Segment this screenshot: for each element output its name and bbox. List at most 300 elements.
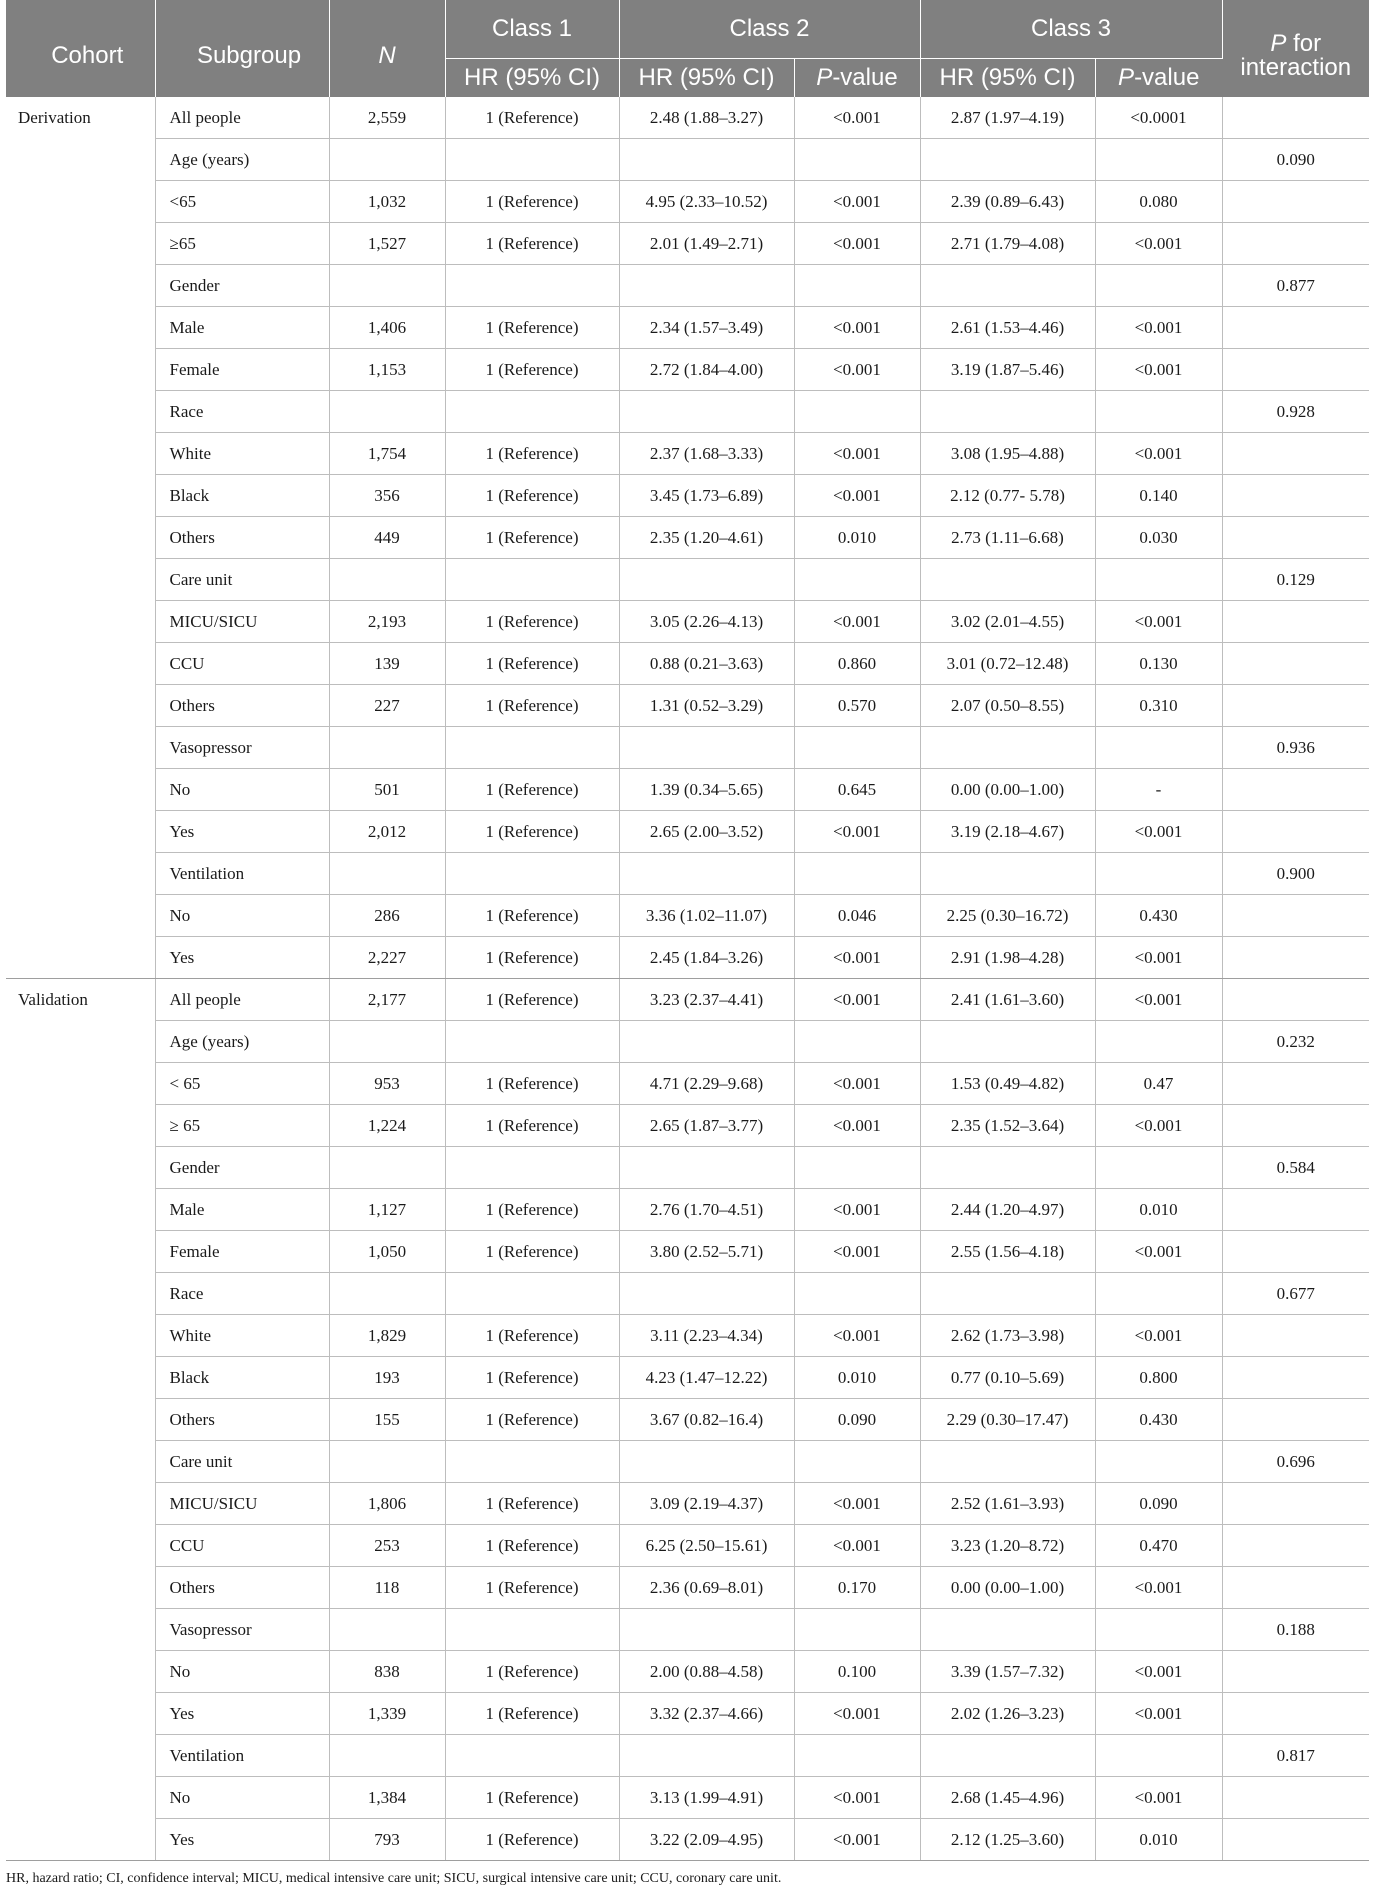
class2-p-cell: <0.001 bbox=[794, 1105, 920, 1147]
class2-p-cell bbox=[794, 1441, 920, 1483]
class3-hr-cell bbox=[920, 1021, 1095, 1063]
class2-p-cell: <0.001 bbox=[794, 181, 920, 223]
subgroup-cell: Care unit bbox=[155, 1441, 329, 1483]
class2-p-cell: <0.001 bbox=[794, 1189, 920, 1231]
class3-p-cell: 0.430 bbox=[1095, 1399, 1222, 1441]
table-row bbox=[6, 1357, 1369, 1399]
class3-p-cell: <0.001 bbox=[1095, 811, 1222, 853]
class2-p-cell bbox=[794, 139, 920, 181]
n-cell: 286 bbox=[329, 895, 445, 937]
p-interaction-cell bbox=[1222, 1651, 1369, 1693]
subgroup-cell: Vasopressor bbox=[155, 727, 329, 769]
p-interaction-cell bbox=[1222, 979, 1369, 1021]
class3-hr-cell bbox=[920, 1609, 1095, 1651]
n-cell: 139 bbox=[329, 643, 445, 685]
p-interaction-cell bbox=[1222, 685, 1369, 727]
class2-hr-cell: 3.45 (1.73–6.89) bbox=[619, 475, 794, 517]
subgroup-cell: CCU bbox=[155, 1525, 329, 1567]
class1-hr-cell bbox=[445, 1147, 619, 1189]
n-cell bbox=[329, 139, 445, 181]
class3-hr-cell: 2.68 (1.45–4.96) bbox=[920, 1777, 1095, 1819]
p-interaction-cell bbox=[1222, 1315, 1369, 1357]
class2-hr-cell: 2.00 (0.88–4.58) bbox=[619, 1651, 794, 1693]
class1-hr-cell: 1 (Reference) bbox=[445, 1063, 619, 1105]
n-cell: 953 bbox=[329, 1063, 445, 1105]
class2-hr-cell: 1.39 (0.34–5.65) bbox=[619, 769, 794, 811]
class1-hr-cell: 1 (Reference) bbox=[445, 433, 619, 475]
class1-hr-cell: 1 (Reference) bbox=[445, 223, 619, 265]
class3-hr-cell bbox=[920, 391, 1095, 433]
p-interaction-cell bbox=[1222, 97, 1369, 139]
class3-p-cell: <0.001 bbox=[1095, 223, 1222, 265]
n-cell bbox=[329, 727, 445, 769]
class2-p-cell: <0.001 bbox=[794, 349, 920, 391]
table-row bbox=[6, 559, 1369, 601]
class2-hr-cell: 2.72 (1.84–4.00) bbox=[619, 349, 794, 391]
table-row bbox=[6, 1147, 1369, 1189]
class2-hr-cell: 2.01 (1.49–2.71) bbox=[619, 223, 794, 265]
class3-p-cell: <0.001 bbox=[1095, 979, 1222, 1021]
class3-p-cell: 0.47 bbox=[1095, 1063, 1222, 1105]
cohort-cell: Validation bbox=[6, 979, 155, 1861]
class3-hr-cell: 2.25 (0.30–16.72) bbox=[920, 895, 1095, 937]
p-interaction-cell bbox=[1222, 1105, 1369, 1147]
class2-p-cell: <0.001 bbox=[794, 307, 920, 349]
class2-hr-cell: 3.32 (2.37–4.66) bbox=[619, 1693, 794, 1735]
class1-hr-cell: 1 (Reference) bbox=[445, 895, 619, 937]
class3-p-cell: 0.140 bbox=[1095, 475, 1222, 517]
class3-p-cell: <0.0001 bbox=[1095, 97, 1222, 139]
class3-p-cell: <0.001 bbox=[1095, 601, 1222, 643]
class3-p-cell bbox=[1095, 391, 1222, 433]
table-body bbox=[6, 97, 1369, 1861]
class2-hr-cell bbox=[619, 1021, 794, 1063]
p-interaction-cell bbox=[1222, 601, 1369, 643]
class3-p-cell: <0.001 bbox=[1095, 307, 1222, 349]
n-cell: 2,177 bbox=[329, 979, 445, 1021]
class2-p-cell: 0.090 bbox=[794, 1399, 920, 1441]
class3-p-cell: <0.001 bbox=[1095, 937, 1222, 979]
class2-p-cell bbox=[794, 1609, 920, 1651]
n-cell: 2,559 bbox=[329, 97, 445, 139]
subgroup-cell: Vasopressor bbox=[155, 1609, 329, 1651]
table-row bbox=[6, 643, 1369, 685]
class3-p-cell bbox=[1095, 559, 1222, 601]
class2-hr-cell bbox=[619, 1273, 794, 1315]
p-interaction-cell bbox=[1222, 895, 1369, 937]
class2-hr-cell: 2.65 (2.00–3.52) bbox=[619, 811, 794, 853]
p-interaction-cell: 0.188 bbox=[1222, 1609, 1369, 1651]
subgroup-cell: Yes bbox=[155, 811, 329, 853]
class3-p-cell: 0.800 bbox=[1095, 1357, 1222, 1399]
subgroup-cell: Black bbox=[155, 475, 329, 517]
subgroup-cell: Age (years) bbox=[155, 1021, 329, 1063]
header-class2: Class 2 bbox=[619, 0, 920, 59]
p-interaction-cell: 0.232 bbox=[1222, 1021, 1369, 1063]
class3-hr-cell: 2.73 (1.11–6.68) bbox=[920, 517, 1095, 559]
p-interaction-cell bbox=[1222, 1357, 1369, 1399]
n-cell: 2,193 bbox=[329, 601, 445, 643]
class3-p-cell bbox=[1095, 1273, 1222, 1315]
class2-hr-cell: 2.76 (1.70–4.51) bbox=[619, 1189, 794, 1231]
n-cell: 2,227 bbox=[329, 937, 445, 979]
n-cell: 449 bbox=[329, 517, 445, 559]
class2-hr-cell bbox=[619, 1441, 794, 1483]
class2-p-cell: 0.645 bbox=[794, 769, 920, 811]
table-row bbox=[6, 727, 1369, 769]
class3-hr-cell: 2.71 (1.79–4.08) bbox=[920, 223, 1095, 265]
class2-p-cell: <0.001 bbox=[794, 1693, 920, 1735]
class3-hr-cell: 2.12 (1.25–3.60) bbox=[920, 1819, 1095, 1861]
class2-hr-cell bbox=[619, 559, 794, 601]
class2-p-cell: 0.010 bbox=[794, 517, 920, 559]
class3-p-cell bbox=[1095, 265, 1222, 307]
class3-p-cell: <0.001 bbox=[1095, 349, 1222, 391]
subgroup-cell: ≥ 65 bbox=[155, 1105, 329, 1147]
class2-hr-cell: 2.48 (1.88–3.27) bbox=[619, 97, 794, 139]
class3-p-cell bbox=[1095, 1441, 1222, 1483]
table-row bbox=[6, 685, 1369, 727]
class1-hr-cell: 1 (Reference) bbox=[445, 181, 619, 223]
subgroup-cell: Gender bbox=[155, 1147, 329, 1189]
p-interaction-cell bbox=[1222, 643, 1369, 685]
class1-hr-cell: 1 (Reference) bbox=[445, 307, 619, 349]
class3-hr-cell: 2.52 (1.61–3.93) bbox=[920, 1483, 1095, 1525]
table-row bbox=[6, 181, 1369, 223]
class3-p-cell: 0.310 bbox=[1095, 685, 1222, 727]
class3-hr-cell: 2.39 (0.89–6.43) bbox=[920, 181, 1095, 223]
class3-p-cell bbox=[1095, 1735, 1222, 1777]
class3-hr-cell bbox=[920, 139, 1095, 181]
class1-hr-cell bbox=[445, 853, 619, 895]
cohort-cell: Derivation bbox=[6, 97, 155, 979]
table-row bbox=[6, 1063, 1369, 1105]
n-cell: 1,153 bbox=[329, 349, 445, 391]
class3-p-cell bbox=[1095, 727, 1222, 769]
table-row bbox=[6, 601, 1369, 643]
p-interaction-cell bbox=[1222, 223, 1369, 265]
class3-p-cell bbox=[1095, 139, 1222, 181]
n-cell: 193 bbox=[329, 1357, 445, 1399]
table-row bbox=[6, 1567, 1369, 1609]
table-row bbox=[6, 1483, 1369, 1525]
header-n: N bbox=[329, 0, 445, 97]
header-class3-hr: HR (95% CI) bbox=[920, 59, 1095, 98]
class2-hr-cell: 3.80 (2.52–5.71) bbox=[619, 1231, 794, 1273]
class3-hr-cell: 0.77 (0.10–5.69) bbox=[920, 1357, 1095, 1399]
results-table bbox=[6, 0, 1369, 1861]
subgroup-cell: Female bbox=[155, 1231, 329, 1273]
n-cell bbox=[329, 1735, 445, 1777]
n-cell: 1,754 bbox=[329, 433, 445, 475]
n-cell: 1,829 bbox=[329, 1315, 445, 1357]
header-cohort: Cohort bbox=[6, 0, 155, 97]
table-row bbox=[6, 1609, 1369, 1651]
class3-hr-cell: 3.02 (2.01–4.55) bbox=[920, 601, 1095, 643]
table-row bbox=[6, 1819, 1369, 1861]
class1-hr-cell bbox=[445, 139, 619, 181]
subgroup-cell: All people bbox=[155, 97, 329, 139]
class2-p-cell: <0.001 bbox=[794, 1483, 920, 1525]
header-class3-p: P-value bbox=[1095, 59, 1222, 98]
n-cell: 227 bbox=[329, 685, 445, 727]
table-row bbox=[6, 1399, 1369, 1441]
class2-p-cell bbox=[794, 1021, 920, 1063]
class3-p-cell: - bbox=[1095, 769, 1222, 811]
n-cell: 1,224 bbox=[329, 1105, 445, 1147]
n-cell bbox=[329, 1273, 445, 1315]
class1-hr-cell: 1 (Reference) bbox=[445, 1315, 619, 1357]
table-row bbox=[6, 1693, 1369, 1735]
n-cell bbox=[329, 853, 445, 895]
table-header bbox=[6, 0, 1369, 97]
class2-p-cell bbox=[794, 1273, 920, 1315]
table-row bbox=[6, 97, 1369, 139]
p-interaction-cell bbox=[1222, 1525, 1369, 1567]
p-interaction-cell bbox=[1222, 811, 1369, 853]
class2-p-cell: <0.001 bbox=[794, 1525, 920, 1567]
n-cell: 2,012 bbox=[329, 811, 445, 853]
class2-p-cell: <0.001 bbox=[794, 1819, 920, 1861]
class2-p-cell: 0.010 bbox=[794, 1357, 920, 1399]
class2-p-cell: <0.001 bbox=[794, 223, 920, 265]
class1-hr-cell: 1 (Reference) bbox=[445, 769, 619, 811]
class1-hr-cell bbox=[445, 727, 619, 769]
class1-hr-cell: 1 (Reference) bbox=[445, 475, 619, 517]
table-row bbox=[6, 475, 1369, 517]
class3-p-cell bbox=[1095, 853, 1222, 895]
subgroup-cell: No bbox=[155, 895, 329, 937]
class2-hr-cell bbox=[619, 391, 794, 433]
class2-p-cell: <0.001 bbox=[794, 97, 920, 139]
class1-hr-cell bbox=[445, 1735, 619, 1777]
subgroup-cell: No bbox=[155, 1651, 329, 1693]
n-cell bbox=[329, 1441, 445, 1483]
class2-p-cell bbox=[794, 1735, 920, 1777]
p-interaction-cell bbox=[1222, 349, 1369, 391]
n-cell bbox=[329, 391, 445, 433]
class3-hr-cell: 3.08 (1.95–4.88) bbox=[920, 433, 1095, 475]
class2-p-cell: <0.001 bbox=[794, 1777, 920, 1819]
table-row bbox=[6, 265, 1369, 307]
header-p-interaction: P for interaction bbox=[1222, 0, 1369, 97]
subgroup-cell: < 65 bbox=[155, 1063, 329, 1105]
table-row bbox=[6, 1105, 1369, 1147]
subgroup-cell: Gender bbox=[155, 265, 329, 307]
class2-hr-cell: 4.23 (1.47–12.22) bbox=[619, 1357, 794, 1399]
class3-hr-cell: 3.23 (1.20–8.72) bbox=[920, 1525, 1095, 1567]
header-class3: Class 3 bbox=[920, 0, 1222, 59]
p-interaction-cell: 0.584 bbox=[1222, 1147, 1369, 1189]
class2-p-cell bbox=[794, 559, 920, 601]
class3-p-cell: <0.001 bbox=[1095, 433, 1222, 475]
n-cell bbox=[329, 265, 445, 307]
class3-p-cell: 0.470 bbox=[1095, 1525, 1222, 1567]
class1-hr-cell: 1 (Reference) bbox=[445, 811, 619, 853]
class2-hr-cell: 2.45 (1.84–3.26) bbox=[619, 937, 794, 979]
subgroup-cell: Ventilation bbox=[155, 853, 329, 895]
class3-p-cell bbox=[1095, 1147, 1222, 1189]
class1-hr-cell: 1 (Reference) bbox=[445, 643, 619, 685]
n-cell: 793 bbox=[329, 1819, 445, 1861]
n-cell bbox=[329, 1147, 445, 1189]
class2-hr-cell: 3.67 (0.82–16.4) bbox=[619, 1399, 794, 1441]
class2-hr-cell: 3.23 (2.37–4.41) bbox=[619, 979, 794, 1021]
table-row bbox=[6, 979, 1369, 1021]
p-interaction-cell bbox=[1222, 181, 1369, 223]
class3-hr-cell: 2.87 (1.97–4.19) bbox=[920, 97, 1095, 139]
class3-p-cell: <0.001 bbox=[1095, 1693, 1222, 1735]
p-interaction-cell bbox=[1222, 475, 1369, 517]
table-row bbox=[6, 811, 1369, 853]
table-row bbox=[6, 1315, 1369, 1357]
table-row bbox=[6, 769, 1369, 811]
header-class1-hr: HR (95% CI) bbox=[445, 59, 619, 98]
class2-p-cell bbox=[794, 853, 920, 895]
class2-hr-cell bbox=[619, 1735, 794, 1777]
class1-hr-cell: 1 (Reference) bbox=[445, 1693, 619, 1735]
class2-hr-cell: 1.31 (0.52–3.29) bbox=[619, 685, 794, 727]
class2-hr-cell: 3.09 (2.19–4.37) bbox=[619, 1483, 794, 1525]
class1-hr-cell: 1 (Reference) bbox=[445, 685, 619, 727]
p-interaction-cell bbox=[1222, 937, 1369, 979]
subgroup-cell: White bbox=[155, 433, 329, 475]
class3-p-cell: <0.001 bbox=[1095, 1105, 1222, 1147]
n-cell: 118 bbox=[329, 1567, 445, 1609]
n-cell: 356 bbox=[329, 475, 445, 517]
class3-p-cell bbox=[1095, 1021, 1222, 1063]
class2-p-cell bbox=[794, 265, 920, 307]
header-subgroup: Subgroup bbox=[155, 0, 329, 97]
class3-p-cell: 0.030 bbox=[1095, 517, 1222, 559]
class1-hr-cell: 1 (Reference) bbox=[445, 1525, 619, 1567]
class2-hr-cell: 2.34 (1.57–3.49) bbox=[619, 307, 794, 349]
p-interaction-cell bbox=[1222, 1819, 1369, 1861]
class2-hr-cell: 3.13 (1.99–4.91) bbox=[619, 1777, 794, 1819]
class2-p-cell bbox=[794, 391, 920, 433]
subgroup-cell: Age (years) bbox=[155, 139, 329, 181]
subgroup-cell: Others bbox=[155, 685, 329, 727]
subgroup-cell: MICU/SICU bbox=[155, 1483, 329, 1525]
class1-hr-cell: 1 (Reference) bbox=[445, 1399, 619, 1441]
table-row bbox=[6, 1777, 1369, 1819]
table-row bbox=[6, 1189, 1369, 1231]
class2-p-cell: 0.100 bbox=[794, 1651, 920, 1693]
subgroup-cell: Yes bbox=[155, 1693, 329, 1735]
header-class2-hr: HR (95% CI) bbox=[619, 59, 794, 98]
class3-hr-cell: 2.41 (1.61–3.60) bbox=[920, 979, 1095, 1021]
table-row bbox=[6, 1021, 1369, 1063]
p-interaction-cell bbox=[1222, 517, 1369, 559]
class1-hr-cell: 1 (Reference) bbox=[445, 1357, 619, 1399]
class1-hr-cell: 1 (Reference) bbox=[445, 1231, 619, 1273]
subgroup-cell: Black bbox=[155, 1357, 329, 1399]
p-interaction-cell: 0.936 bbox=[1222, 727, 1369, 769]
class3-hr-cell bbox=[920, 727, 1095, 769]
class2-p-cell: 0.170 bbox=[794, 1567, 920, 1609]
subgroup-cell: Female bbox=[155, 349, 329, 391]
p-interaction-cell: 0.090 bbox=[1222, 139, 1369, 181]
class3-hr-cell: 2.29 (0.30–17.47) bbox=[920, 1399, 1095, 1441]
class3-p-cell: <0.001 bbox=[1095, 1567, 1222, 1609]
table-row bbox=[6, 1273, 1369, 1315]
class3-hr-cell: 2.55 (1.56–4.18) bbox=[920, 1231, 1095, 1273]
n-cell: 1,527 bbox=[329, 223, 445, 265]
class2-hr-cell: 6.25 (2.50–15.61) bbox=[619, 1525, 794, 1567]
class3-p-cell: 0.010 bbox=[1095, 1189, 1222, 1231]
subgroup-cell: White bbox=[155, 1315, 329, 1357]
header-class1: Class 1 bbox=[445, 0, 619, 59]
table-row bbox=[6, 139, 1369, 181]
class3-hr-cell bbox=[920, 1441, 1095, 1483]
n-cell: 1,339 bbox=[329, 1693, 445, 1735]
class2-hr-cell: 2.35 (1.20–4.61) bbox=[619, 517, 794, 559]
subgroup-cell: CCU bbox=[155, 643, 329, 685]
class1-hr-cell: 1 (Reference) bbox=[445, 1651, 619, 1693]
class2-hr-cell: 3.36 (1.02–11.07) bbox=[619, 895, 794, 937]
class3-hr-cell: 2.35 (1.52–3.64) bbox=[920, 1105, 1095, 1147]
class2-hr-cell bbox=[619, 727, 794, 769]
p-interaction-cell bbox=[1222, 1063, 1369, 1105]
class1-hr-cell bbox=[445, 1273, 619, 1315]
subgroup-cell: MICU/SICU bbox=[155, 601, 329, 643]
p-interaction-cell: 0.900 bbox=[1222, 853, 1369, 895]
class2-hr-cell: 4.71 (2.29–9.68) bbox=[619, 1063, 794, 1105]
n-cell: 1,406 bbox=[329, 307, 445, 349]
class3-hr-cell: 2.62 (1.73–3.98) bbox=[920, 1315, 1095, 1357]
table-row bbox=[6, 1441, 1369, 1483]
class3-p-cell: <0.001 bbox=[1095, 1651, 1222, 1693]
n-cell: 1,127 bbox=[329, 1189, 445, 1231]
class1-hr-cell: 1 (Reference) bbox=[445, 601, 619, 643]
table-row bbox=[6, 1231, 1369, 1273]
class3-p-cell bbox=[1095, 1609, 1222, 1651]
p-interaction-cell bbox=[1222, 1693, 1369, 1735]
p-interaction-cell bbox=[1222, 1777, 1369, 1819]
p-interaction-cell bbox=[1222, 1399, 1369, 1441]
table-footnote: HR, hazard ratio; CI, confidence interval; MICU, medical intensive care unit; SICU, surgical intensive care unit; CCU, coronary care unit. bbox=[6, 1871, 782, 1886]
table-row bbox=[6, 1651, 1369, 1693]
n-cell: 1,050 bbox=[329, 1231, 445, 1273]
class2-p-cell: <0.001 bbox=[794, 937, 920, 979]
class3-hr-cell: 2.44 (1.20–4.97) bbox=[920, 1189, 1095, 1231]
class3-p-cell: 0.430 bbox=[1095, 895, 1222, 937]
class1-hr-cell: 1 (Reference) bbox=[445, 1777, 619, 1819]
class2-p-cell: <0.001 bbox=[794, 979, 920, 1021]
subgroup-cell: All people bbox=[155, 979, 329, 1021]
class1-hr-cell: 1 (Reference) bbox=[445, 1567, 619, 1609]
n-cell: 253 bbox=[329, 1525, 445, 1567]
p-interaction-cell bbox=[1222, 1231, 1369, 1273]
class1-hr-cell: 1 (Reference) bbox=[445, 1105, 619, 1147]
subgroup-cell: Race bbox=[155, 391, 329, 433]
class3-p-cell: 0.090 bbox=[1095, 1483, 1222, 1525]
class2-p-cell bbox=[794, 1147, 920, 1189]
p-interaction-cell bbox=[1222, 769, 1369, 811]
p-interaction-cell: 0.928 bbox=[1222, 391, 1369, 433]
class2-hr-cell: 2.37 (1.68–3.33) bbox=[619, 433, 794, 475]
class3-p-cell: <0.001 bbox=[1095, 1777, 1222, 1819]
class1-hr-cell: 1 (Reference) bbox=[445, 979, 619, 1021]
subgroup-cell: Male bbox=[155, 307, 329, 349]
table-row bbox=[6, 895, 1369, 937]
class3-p-cell: <0.001 bbox=[1095, 1231, 1222, 1273]
n-cell: 1,032 bbox=[329, 181, 445, 223]
n-cell: 1,806 bbox=[329, 1483, 445, 1525]
subgroup-cell: Ventilation bbox=[155, 1735, 329, 1777]
class3-hr-cell: 3.01 (0.72–12.48) bbox=[920, 643, 1095, 685]
class2-hr-cell: 4.95 (2.33–10.52) bbox=[619, 181, 794, 223]
